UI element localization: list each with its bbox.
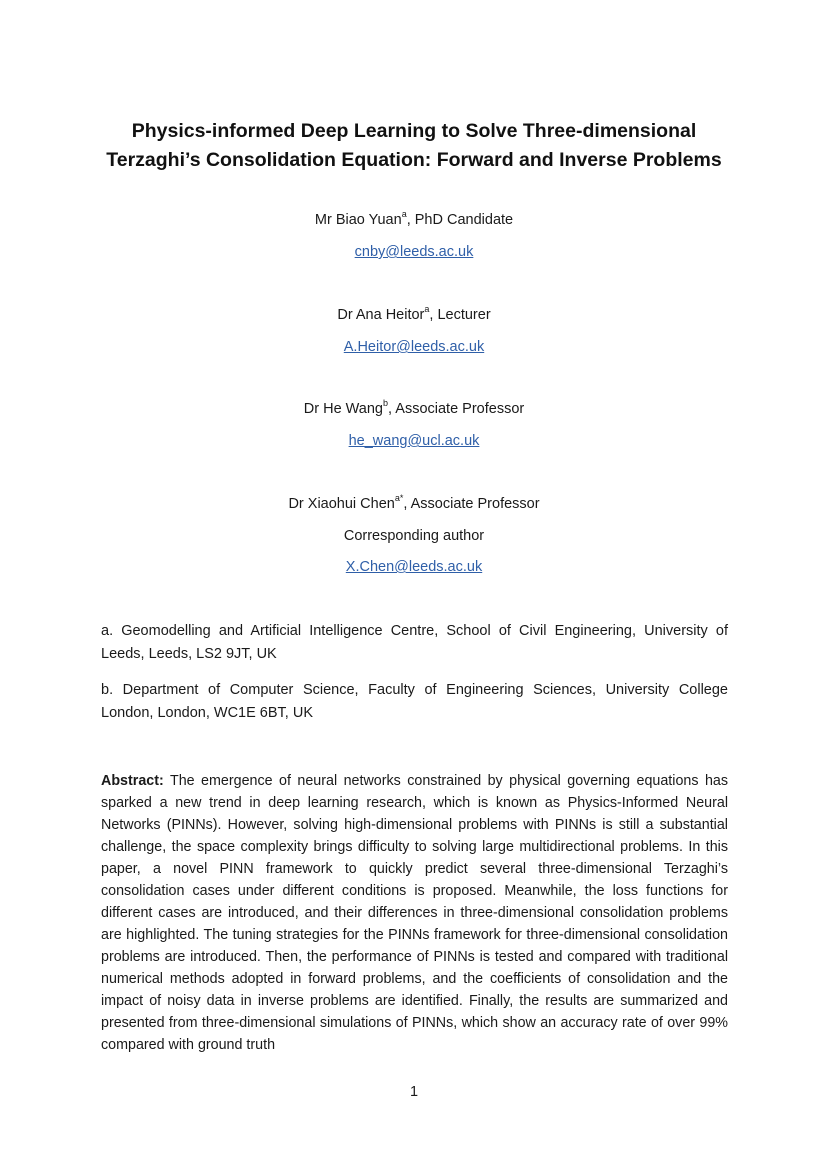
author-3-line	[80, 399, 748, 419]
author-1-email-link[interactable]: cnby@leeds.ac.uk	[354, 244, 474, 260]
author-2-name: Dr Ana Heitor	[337, 307, 425, 323]
author-1-affil-mark: a	[401, 209, 407, 220]
abstract-text: The emergence of neural networks constrained by physical governing equations has sparked a new trend in deep learning research, which is known as Physics-Informed Neural Networks (PINNs). However, solving high-dimensional problems with PINNs is still a substantial challenge, the space complexity brings difficulty to solving large multidirectional problems. In this paper, a novel PINN framework to quickly predict several three-dimensional Terzaghi’s consolidation cases under different conditions is proposed. Meanwhile, the loss functions for different cases are introduced, and their differences in three-dimensional consolidation problems are highlighted. The tuning strategies for the PINNs framework for three-dimensional consolidation problems are introduced. Then, the performance of PINNs is tested and compared with traditional numerical methods adopted in forward problems, and the coefficients of consolidation and the impact of noisy data in inverse problems are identified. Finally, the results are summarized and presented from three-dimensional simulations of PINNs, which show an accuracy rate of over 99% compared with ground truth	[101, 773, 728, 1053]
author-4-affil-mark: a*	[394, 493, 404, 504]
affiliation-b: b. Department of Computer Science, Faculty of Engineering Sciences, University College London, London, WC1E 6BT, UK	[101, 682, 728, 721]
author-4-name: Dr Xiaohui Chen	[288, 496, 395, 512]
author-3-role: , Associate Professor	[388, 401, 525, 417]
paper-title-line-1: Physics-informed Deep Learning to Solve Three-dimensional	[131, 120, 697, 142]
abstract-paragraph	[101, 770, 728, 1056]
author-2-email-line	[80, 337, 748, 357]
author-1-name: Mr Biao Yuan	[314, 212, 402, 228]
author-3-name: Dr He Wang	[303, 401, 383, 417]
affiliation-a: a. Geomodelling and Artificial Intelligence Centre, School of Civil Engineering, University of Leeds, Leeds, LS2 9JT, UK	[101, 623, 728, 662]
author-4-email-link[interactable]: X.Chen@leeds.ac.uk	[345, 559, 483, 575]
corresponding-author-note	[80, 526, 748, 546]
author-1-line	[80, 210, 748, 230]
paper-title	[80, 117, 748, 175]
page-number: 1	[409, 1084, 419, 1100]
author-2-email-link[interactable]: A.Heitor@leeds.ac.uk	[343, 339, 485, 355]
author-4-email-line	[80, 557, 748, 577]
paper-title-line-2: Terzaghi’s Consolidation Equation: Forward and Inverse Problems	[106, 149, 722, 171]
author-1-role: , PhD Candidate	[406, 212, 514, 228]
corresponding-author-label: Corresponding author	[343, 528, 485, 544]
author-2-role: , Lecturer	[429, 307, 491, 323]
author-3-email-line	[80, 431, 748, 451]
author-1-email-line	[80, 242, 748, 262]
author-3-email-link[interactable]: he_wang@ucl.ac.uk	[348, 433, 480, 449]
author-2-line	[80, 305, 748, 325]
author-4-role: , Associate Professor	[403, 496, 540, 512]
author-3-affil-mark: b	[383, 398, 389, 409]
abstract-label: Abstract:	[101, 773, 164, 789]
author-2-affil-mark: a	[424, 304, 430, 315]
author-4-line	[80, 494, 748, 514]
